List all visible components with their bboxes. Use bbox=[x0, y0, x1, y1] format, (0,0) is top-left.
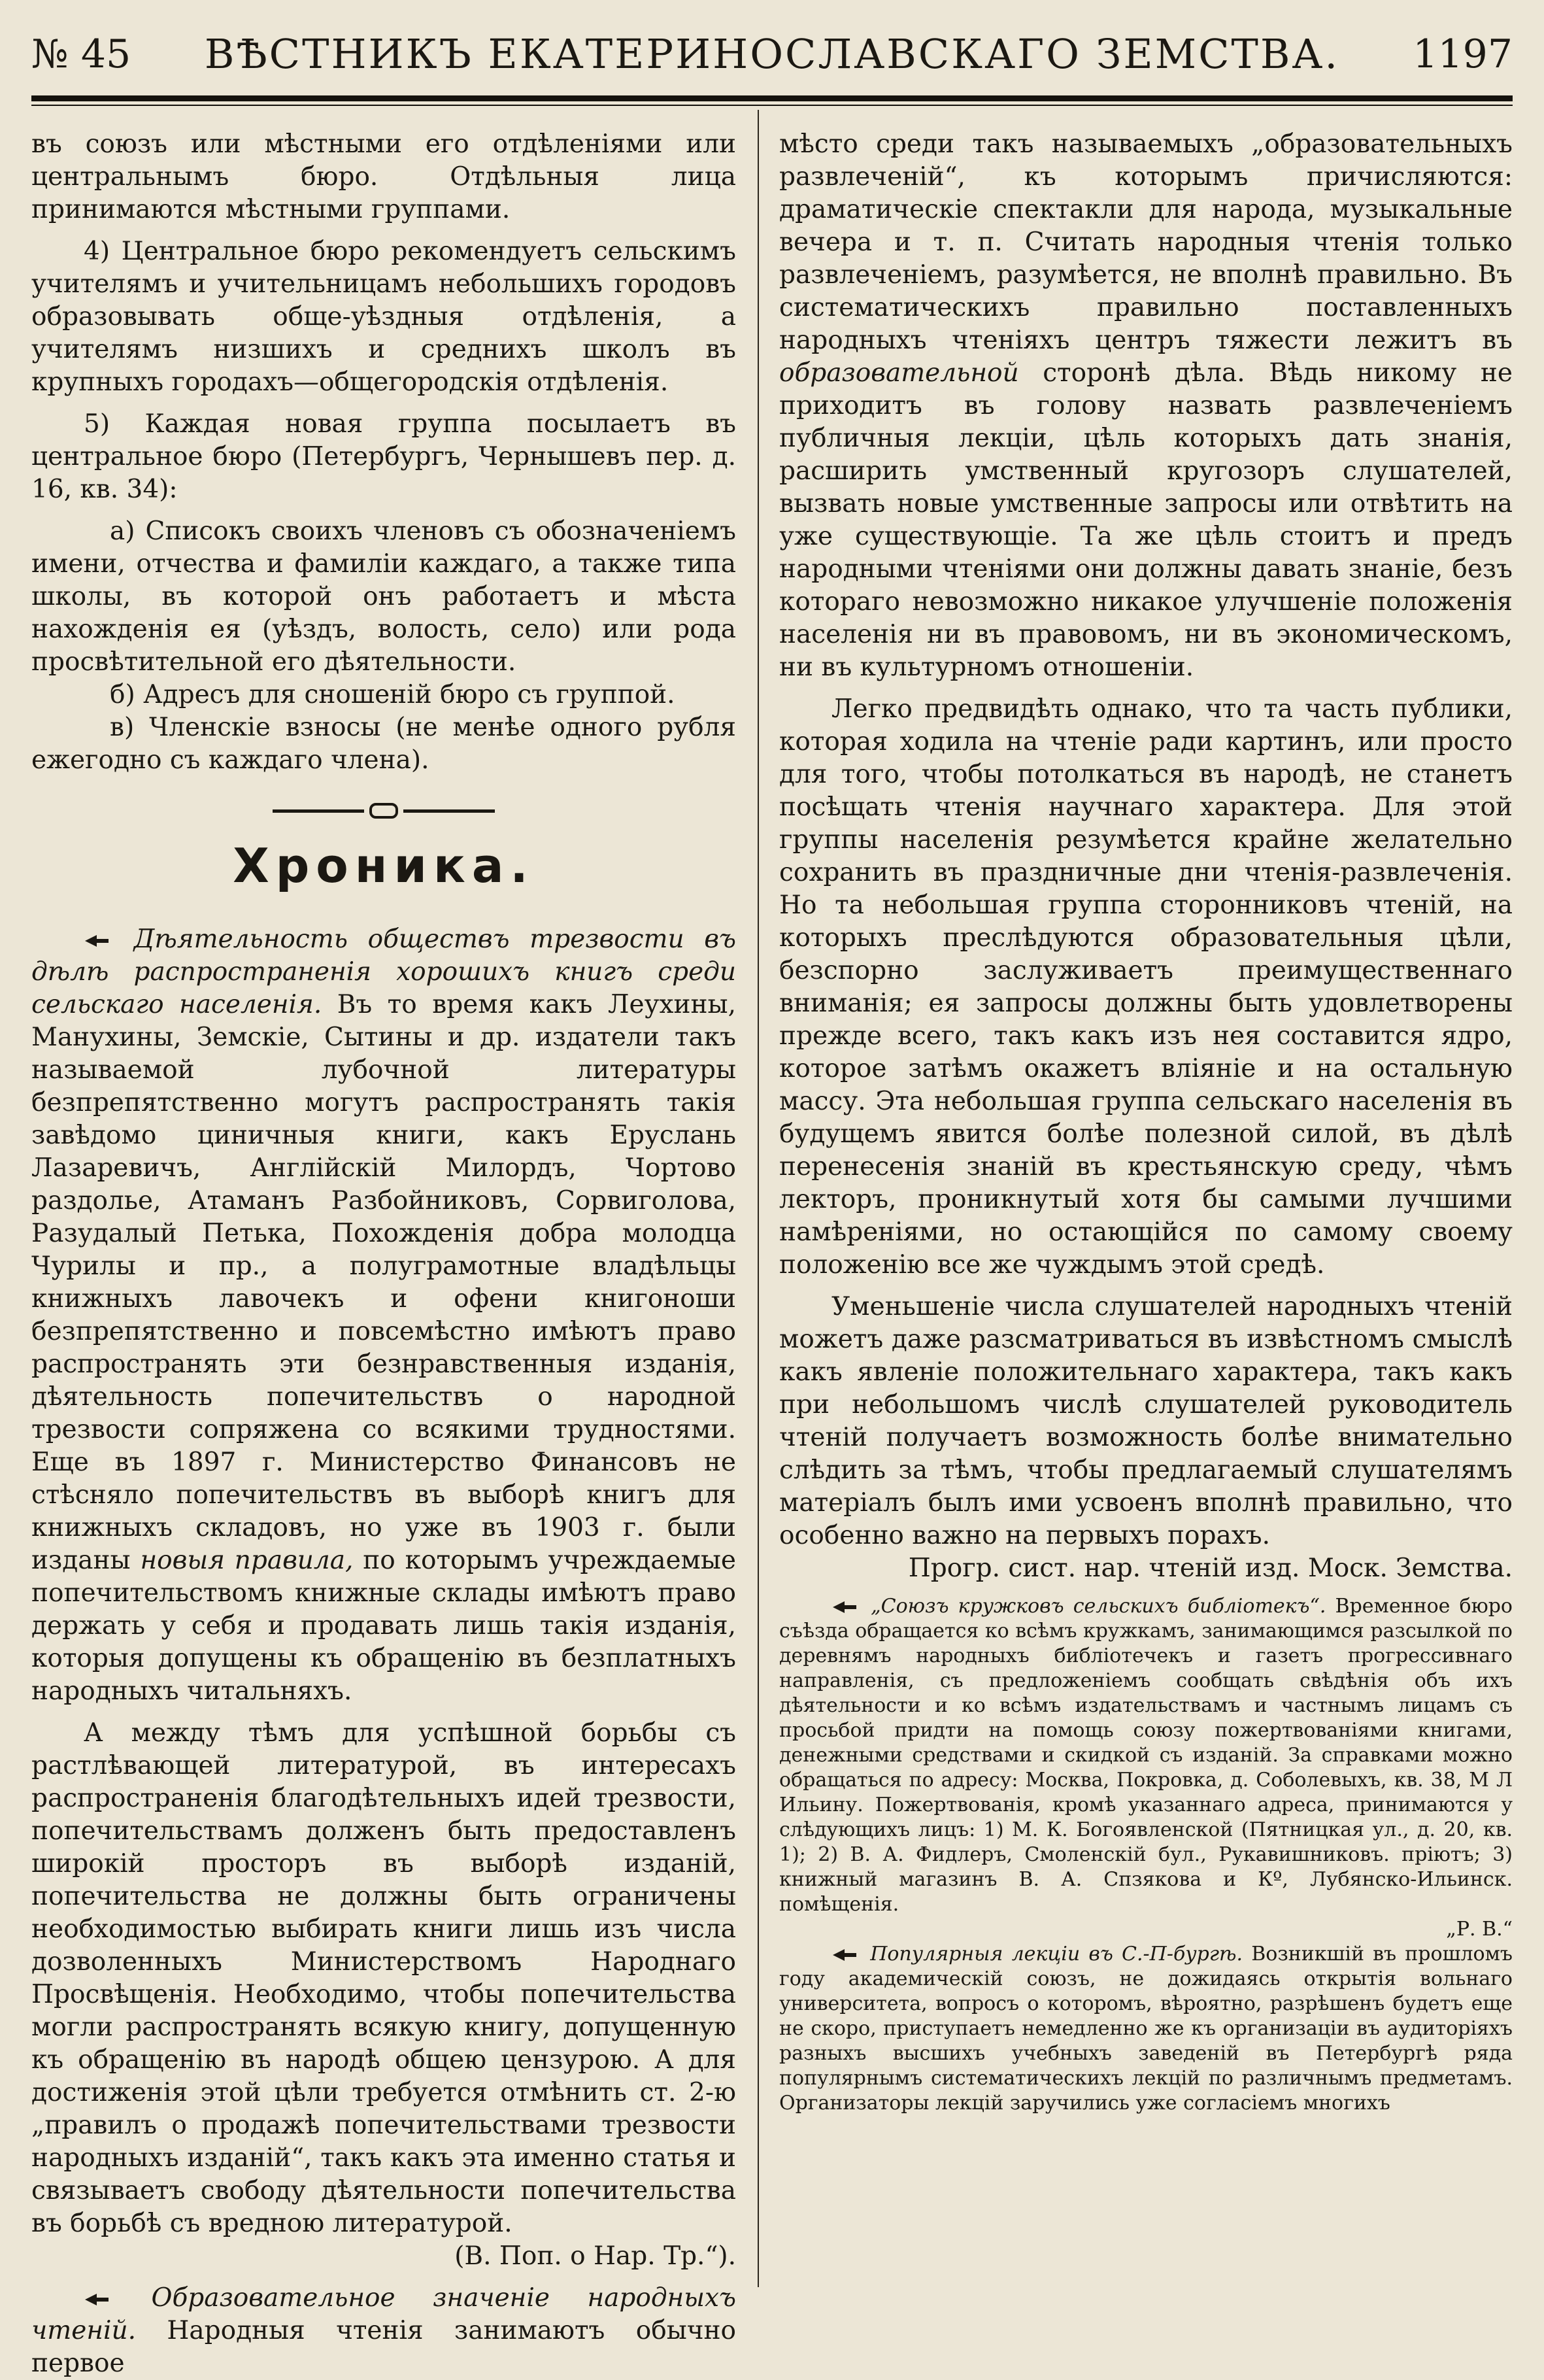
page-header bbox=[31, 26, 1513, 78]
item-title: „Союзъ кружковъ сельскихъ библіотекъ“. bbox=[871, 1595, 1326, 1618]
item-title: Дѣятельность обществъ трезвости въ дѣлѣ распространенія хорошихъ книгъ среди сельскаго населенія. bbox=[31, 925, 736, 1019]
item-marker-icon bbox=[831, 1600, 858, 1614]
source-citation: „Р. В.“ bbox=[1446, 1918, 1513, 1941]
issue-number: № 45 bbox=[31, 31, 131, 77]
news-item bbox=[31, 2282, 736, 2380]
page-number: 1197 bbox=[1413, 31, 1513, 77]
right-column bbox=[779, 128, 1513, 2299]
paragraph: Уменьшеніе числа слушателей народныхъ чтеній можетъ даже разсматриваться въ извѣстномъ смыслѣ какъ явленіе положительнаго характера, такъ какъ при небольшомъ числѣ слушателей руководитель чтеній получаетъ возможность болѣе внимательно слѣдить за тѣмъ, чтобы предлагаемый слушателямъ матеріалъ былъ ими усвоенъ вполнѣ правильно, что особенно важно на первыхъ порахъ. bbox=[779, 1292, 1513, 1550]
left-column bbox=[31, 128, 736, 2378]
item-title: Популярныя лекціи въ С.-П-бургѣ. bbox=[870, 1943, 1243, 1965]
header-rule-thick bbox=[31, 95, 1513, 101]
paragraph: а) Списокъ своихъ членовъ съ обозначеніемъ имени, отчества и фамиліи каждаго, а также типа школы, въ которой онъ работаетъ и мѣста нахожденія ея (уѣздъ, волость, село) или рода просвѣтительной его дѣятельности. bbox=[31, 517, 736, 677]
item-marker-icon bbox=[84, 2292, 110, 2307]
news-item bbox=[779, 1942, 1513, 2116]
item-text: по которымъ учреждаемые попечительствомъ книжные склады имѣютъ право держать у себя и продавать лишь такія изданія, которыя допущены къ обращенію въ безплатныхъ народныхъ читальняхъ. bbox=[31, 1546, 736, 1706]
paragraph: б) Адресъ для сношеній бюро съ группой. bbox=[110, 680, 675, 709]
paragraph: Легко предвидѣть однако, что та часть публики, которая ходила на чтеніе ради картинъ, или просто для того, чтобы потолкаться въ народѣ, не станетъ посѣщать чтенія научнаго характера. Для этой группы населенія резумѣется крайне желательно сохранить въ праздничные дни чтенія-развлеченія. Но та небольшая группа сторонниковъ чтеній, на которыхъ преслѣдуются образовательныя цѣли, безспорно заслуживаетъ преимущественнаго вниманія; ея запросы должны быть удовлетворены прежде всего, такъ какъ изъ нея составится ядро, которое затѣмъ окажетъ вліяніе и на остальную массу. Эта небольшая группа сельскаго населенія въ будущемъ явится болѣе полезной силой, въ дѣлѣ перенесенія знаній въ крестьянскую среду, чѣмъ лекторъ, проникнутый хотя бы самыми лучшими намѣреніями, но остающійся по самому своему положенію все же чуждымъ этой средѣ. bbox=[779, 694, 1513, 1280]
item-text: Возникшій въ прошломъ году академическій союзъ, не дожидаясь открытія вольнаго университета, вопросъ о которомъ, вѣроятно, разрѣшенъ будетъ еще не скоро, приступаетъ немедленно же къ организаціи въ аудиторіяхъ разныхъ высшихъ учебныхъ заведеній въ Петербургѣ ряда популярнымъ систематическихъ лекцій по различнымъ предметамъ. Организаторы лекцій заручились уже согласіемъ многихъ bbox=[779, 1943, 1513, 2115]
paragraph: въ союзъ или мѣстными его отдѣленіями или центральнымъ бюро. Отдѣльныя лица принимаются мѣстными группами. bbox=[31, 129, 736, 224]
section-divider-ornament bbox=[31, 803, 736, 819]
source-citation: Прогр. сист. нар. чтеній изд. Моск. Земства. bbox=[908, 1554, 1513, 1583]
source-citation: (В. Поп. о Нар. Тр.“). bbox=[454, 2241, 736, 2271]
item-text: Временное бюро съѣзда обращается ко всѣмъ кружкамъ, занимающимся разсылкой по деревнямъ народныхъ библіотечекъ и газетъ прогрессивнаго направленія, съ предложеніемъ сообщать свѣдѣнія объ ихъ дѣятельности и ко всѣмъ издательствамъ и частнымъ лицамъ съ просьбой придти на помощь союзу пожертвованіями книгами, денежными средствами и скидкой съ изданій. За справками можно обращаться по адресу: Москва, Покровка, д. Соболевыхъ, кв. 38, М Л Ильину. Пожертвованія, кромѣ указаннаго адреса, принимаются у слѣдующихъ лицъ: 1) М. К. Богоявленской (Пятницкая ул., д. 20, кв. 1); 2) В. А. Фидлеръ, Смоленскій бул., Рукавишниковъ. пріютъ; 3) книжный магазинъ В. А. Спзякова и Кº, Лубянско-Ильинск. помѣщенія. bbox=[779, 1595, 1513, 1916]
column-separator bbox=[758, 110, 759, 2287]
paragraph: 5) Каждая новая группа посылаетъ въ центральное бюро (Петербургъ, Чернышевъ пер. д. 16, кв. 34): bbox=[31, 409, 736, 504]
journal-title: ВѢСТНИКЪ ЕКАТЕРИНОСЛАВСКАГО ЗЕМСТВА. bbox=[204, 30, 1340, 78]
item-text: Въ то время какъ Леухины, Манухины, Земскіе, Сытины и др. издатели такъ называемой лубочной литературы безпрепятственно могутъ распространять такія завѣдомо циничныя книги, какъ Еруслань Лазаревичъ, Англійскій Милордъ, Чортово раздолье, Атаманъ Разбойниковъ, Сорвиголова, Разудалый Петька, Похожденія добра молодца Чурилы и пр., а полуграмотные владѣльцы книжныхъ лавочекъ и офени книгоноши безпрепятственно и повсемѣстно имѣютъ право распространять эти безнравственныя изданія, дѣятельность попечительствъ о народной трезвости сопряжена со всякими трудностями. Еще въ 1897 г. Министерство Финансовъ не стѣсняло попечительствъ въ выборѣ книгъ для книжныхъ складовъ, но уже въ 1903 г. были изданы bbox=[31, 990, 736, 1575]
paragraph: 4) Центральное бюро рекомендуетъ сельскимъ учителямъ и учительницамъ небольшихъ городовъ образовывать обще-уѣздныя отдѣленія, а учителямъ низшихъ и среднихъ школъ въ крупныхъ городахъ—общегородскія отдѣленія. bbox=[31, 237, 736, 397]
text-run: сторонѣ дѣла. Вѣдь никому не приходитъ въ голову назвать развлеченіемъ публичныя лекціи, цѣль которыхъ дать знанія, расширить умственный кругозоръ слушателей, вызвать новые умственные запросы или отвѣтить на уже существующіе. Та же цѣль стоитъ и предъ народными чтеніями они должны давать знаніе, безъ котораго невозможно никакое улучшеніе положенія населенія ни въ правовомъ, ни въ экономическомъ, ни въ культурномъ отношеніи. bbox=[779, 358, 1513, 682]
news-item bbox=[31, 923, 736, 1708]
item-text: Народныя чтенія занимаютъ обычно первое bbox=[31, 2316, 736, 2378]
text-run: мѣсто среди такъ называемыхъ „образовательныхъ развлеченій“, къ которымъ причисляются: драматическіе спектакли для народа, музыкальные вечера и т. п. Считать народныя чтенія только развлеченіемъ, разумѣется, не вполнѣ правильно. Въ систематическихъ правильно поставленныхъ народныхъ чтеніяхъ центръ тяжести лежитъ въ bbox=[779, 129, 1513, 355]
item-title: Образовательное значеніе народныхъ чтеній. bbox=[31, 2283, 736, 2345]
item-marker-icon bbox=[831, 1948, 858, 1962]
chronicle-heading: Хроника. bbox=[233, 838, 535, 893]
item-marker-icon bbox=[84, 934, 110, 948]
italic-run: образовательной bbox=[779, 358, 1019, 388]
paragraph: А между тѣмъ для успѣшной борьбы съ растлѣвающей литературой, въ интересахъ распространенія благодѣтельныхъ идей трезвости, попечительствамъ долженъ быть предоставленъ широкій просторъ въ выборѣ изданій, попечительства не должны быть ограничены необходимостью выбирать книги лишь изъ числа дозволенныхъ Министерствомъ Народнаго Просвѣщенія. Необходимо, чтобы попечительства могли распространять всякую книгу, допущенную къ обращенію въ народѣ общею цензурою. А для достиженія этой цѣли требуется отмѣнить ст. 2-ю „правилъ о продажѣ попечительствами трезвости народныхъ изданій“, такъ какъ эта именно статья и связываетъ свободу дѣятельности попечительства въ борьбѣ съ вредною литературой. bbox=[31, 1718, 736, 2238]
paragraph bbox=[779, 128, 1513, 684]
news-item bbox=[779, 1594, 1513, 1917]
item-italic: новыя правила, bbox=[140, 1546, 354, 1575]
paragraph: в) Членскіе взносы (не менѣе одного рубля ежегодно съ каждаго члена). bbox=[31, 713, 736, 775]
header-rule-thin bbox=[31, 105, 1513, 106]
